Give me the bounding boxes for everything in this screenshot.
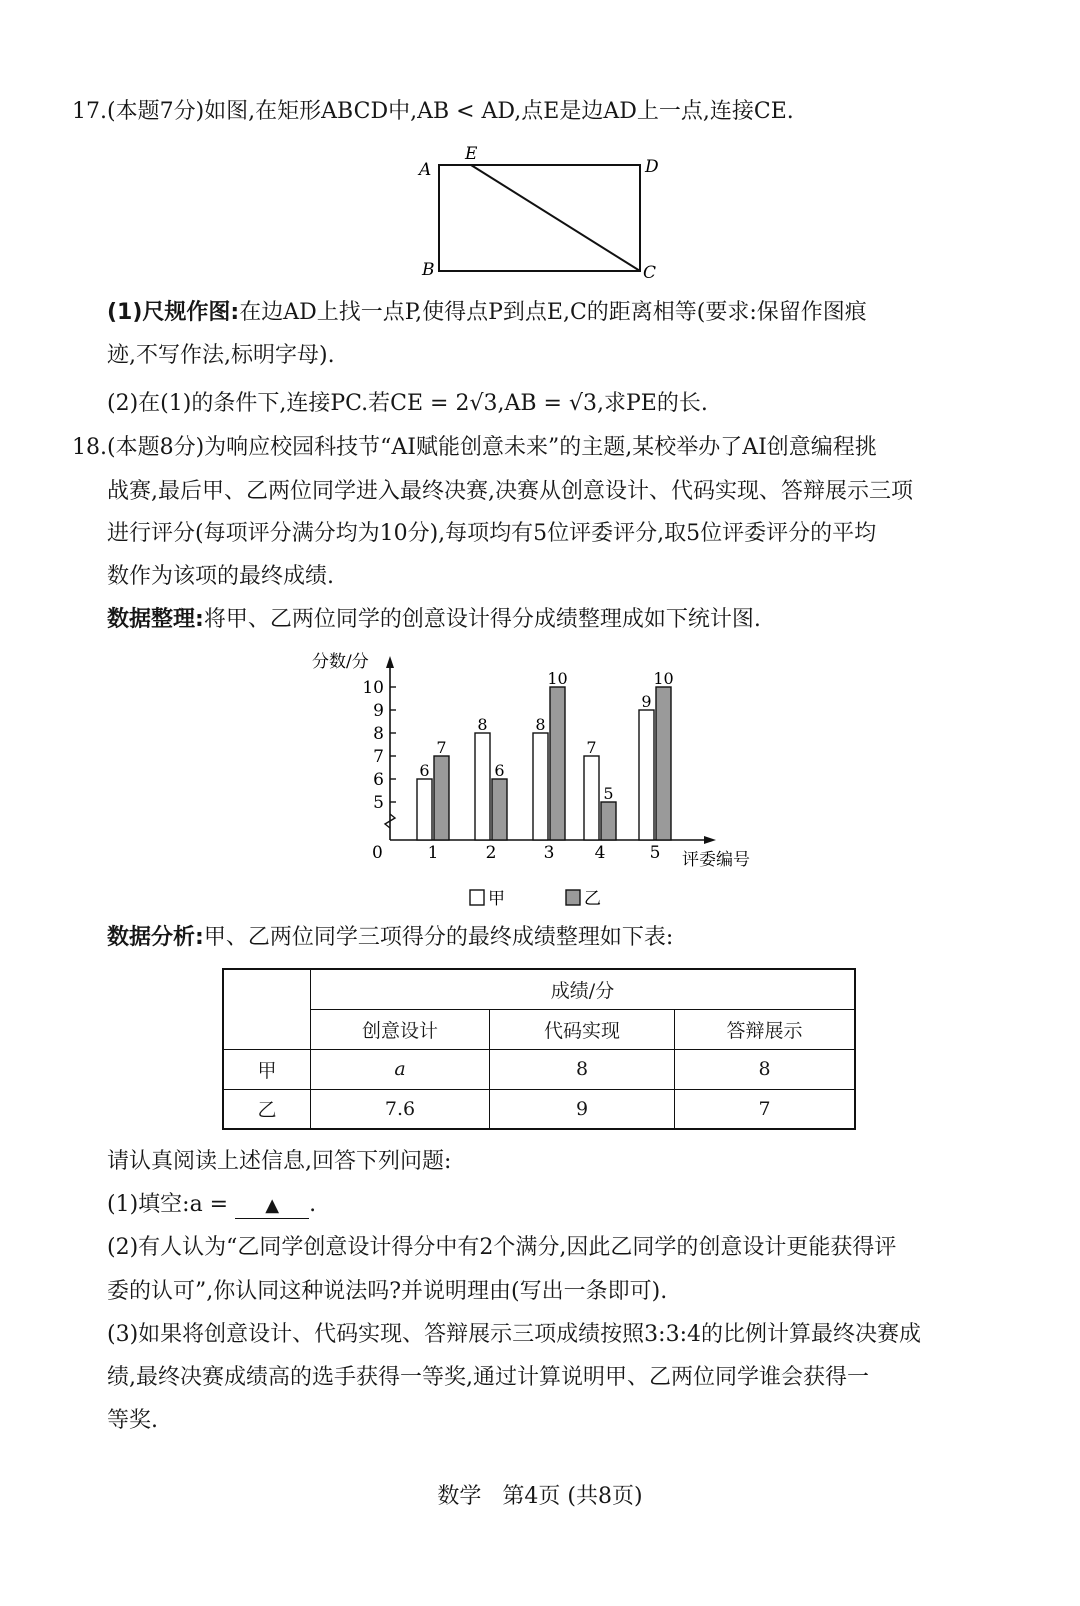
legend-swatch-jia — [470, 890, 484, 905]
table-group-header: 成绩/分 — [311, 969, 856, 1009]
bar-yi — [601, 802, 616, 840]
rectangle-abcd — [439, 165, 640, 271]
label-e: E — [465, 144, 478, 164]
label-d: D — [645, 157, 659, 177]
q18-line4: 数作为该项的最终成绩. — [107, 564, 334, 589]
bar-jia — [584, 756, 599, 840]
data-org-tag: 数据整理: — [107, 607, 204, 632]
bar-jia — [533, 733, 548, 840]
bar-value-label: 7 — [436, 738, 447, 757]
q18-sub3-line2: 绩,最终决赛成绩高的选手获得一等奖,通过计算说明甲、乙两位同学谁会获得一 — [107, 1365, 869, 1390]
data-org-text: 将甲、乙两位同学的创意设计得分成绩整理成如下统计图. — [203, 607, 761, 632]
q17-part1-text: 在边AD上找一点P,使得点P到点E,C的距离相等(要求:保留作图痕 — [239, 300, 867, 325]
origin-label: 0 — [372, 843, 383, 863]
label-b: B — [422, 260, 435, 280]
bar-value-label: 5 — [603, 784, 614, 803]
data-ana-tag: 数据分析: — [107, 925, 204, 950]
bar-jia — [475, 733, 490, 840]
row-name: 甲 — [223, 1049, 311, 1089]
q18-sub1 — [107, 1190, 316, 1220]
q18-sub2-line1: (2)有人认为“乙同学创意设计得分中有2个满分,因此乙同学的创意设计更能获得评 — [107, 1235, 897, 1260]
x-tick-label: 5 — [649, 843, 661, 863]
legend-label-yi: 乙 — [584, 889, 601, 909]
table-row — [223, 1049, 855, 1089]
bar-chart — [300, 640, 780, 920]
label-a: A — [419, 160, 432, 180]
y-axis-arrow — [386, 656, 394, 668]
q18-prompt: 请认真阅读上述信息,回答下列问题: — [107, 1149, 452, 1174]
rectangle-figure — [410, 140, 680, 285]
x-axis-title: 评委编号 — [682, 850, 750, 870]
y-tick-label: 6 — [373, 770, 384, 790]
page-footer: 数学 第4页 (共8页) — [437, 1484, 643, 1509]
answer-blank: ▲ — [235, 1194, 309, 1219]
bar-yi — [656, 687, 671, 840]
q17-header: 17.(本题7分)如图,在矩形ABCD中,AB < AD,点E是边AD上一点,连接CE. — [72, 99, 794, 124]
label-c: C — [643, 263, 657, 283]
sub1-prefix: (1)填空:a = — [107, 1192, 229, 1217]
cell-value: 8 — [675, 1049, 856, 1089]
bar-value-label: 8 — [535, 715, 546, 734]
y-tick-label: 9 — [373, 701, 384, 721]
y-tick-label: 10 — [362, 678, 384, 698]
bar-value-label: 6 — [494, 761, 505, 780]
bar-value-label: 9 — [641, 692, 652, 711]
col-header-code: 代码实现 — [490, 1009, 675, 1049]
q18-line1: 18.(本题8分)为响应校园科技节“AI赋能创意未来”的主题,某校举办了AI创意编程挑 — [72, 435, 877, 460]
legend-label-jia: 甲 — [488, 889, 505, 909]
q18-sub2-line2: 委的认可”,你认同这种说法吗?并说明理由(写出一条即可). — [107, 1279, 668, 1304]
bar-yi — [550, 687, 565, 840]
col-header-design: 创意设计 — [311, 1009, 490, 1049]
q18-sub3-line3: 等奖. — [107, 1408, 158, 1433]
cell-value: a — [311, 1049, 490, 1089]
y-tick-label: 8 — [373, 724, 384, 744]
x-tick-label: 4 — [594, 843, 606, 863]
x-tick-label: 2 — [485, 843, 497, 863]
bar-jia — [417, 779, 432, 840]
x-tick-label: 1 — [427, 843, 439, 863]
y-axis-title: 分数/分 — [312, 652, 369, 672]
bar-yi — [492, 779, 507, 840]
q17-part1-cont: 迹,不写作法,标明字母). — [107, 343, 335, 368]
table-row — [223, 1089, 855, 1129]
row-name: 乙 — [223, 1089, 311, 1129]
q17-part2: (2)在(1)的条件下,连接PC.若CE = 2√3,AB = √3,求PE的长. — [107, 391, 708, 416]
q18-line3: 进行评分(每项评分满分均为10分),每项均有5位评委评分,取5位评委评分的平均 — [107, 521, 877, 546]
bar-value-label: 7 — [586, 738, 597, 757]
q17-part1 — [107, 298, 867, 328]
table-corner — [223, 969, 311, 1049]
score-table — [222, 968, 856, 1130]
cell-value: 9 — [490, 1089, 675, 1129]
y-tick-label: 7 — [373, 747, 384, 767]
bar-value-label: 10 — [653, 669, 674, 688]
bar-yi — [434, 756, 449, 840]
cell-value: 8 — [490, 1049, 675, 1089]
bar-value-label: 6 — [419, 761, 430, 780]
x-axis-arrow — [704, 836, 716, 844]
cell-value: 7 — [675, 1089, 856, 1129]
bar-value-label: 8 — [477, 715, 488, 734]
bar-value-label: 10 — [547, 669, 568, 688]
q17-part1-tag: (1)尺规作图: — [107, 300, 240, 325]
sub1-suffix: . — [309, 1192, 317, 1217]
legend-swatch-yi — [566, 890, 580, 905]
q18-sub3-line1: (3)如果将创意设计、代码实现、答辩展示三项成绩按照3:3:4的比例计算最终决赛成 — [107, 1322, 921, 1347]
x-tick-label: 3 — [543, 843, 555, 863]
col-header-defense: 答辩展示 — [675, 1009, 856, 1049]
q18-line2: 战赛,最后甲、乙两位同学进入最终决赛,决赛从创意设计、代码实现、答辩展示三项 — [107, 479, 913, 504]
bar-jia — [639, 710, 654, 840]
q18-data-org — [107, 605, 761, 635]
segment-ce — [471, 165, 640, 271]
q18-data-ana — [107, 923, 673, 953]
data-ana-text: 甲、乙两位同学三项得分的最终成绩整理如下表: — [203, 925, 674, 950]
y-tick-label: 5 — [373, 793, 384, 813]
cell-value: 7.6 — [311, 1089, 490, 1129]
